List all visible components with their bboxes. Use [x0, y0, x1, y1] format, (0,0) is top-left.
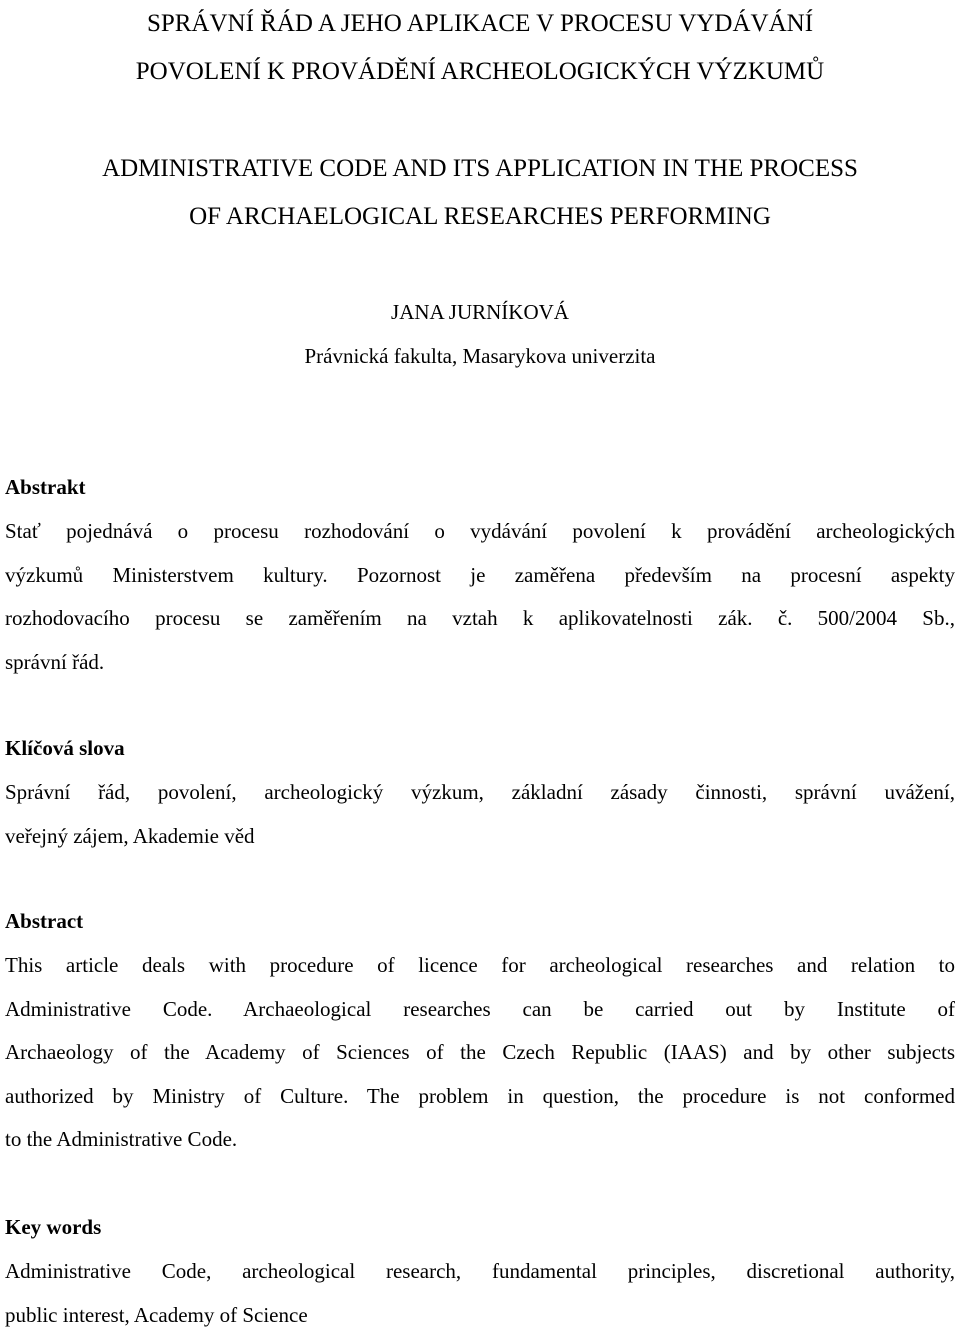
czech-title-line-1: SPRÁVNÍ ŘÁD A JEHO APLIKACE V PROCESU VYDÁVÁNÍ	[0, 0, 960, 48]
abstract-line: to the Administrative Code.	[5, 1118, 955, 1162]
abstrakt-line: správní řád.	[5, 641, 955, 685]
abstrakt-section	[5, 472, 955, 684]
abstrakt-heading: Abstrakt	[5, 472, 955, 502]
key-words-heading: Key words	[5, 1212, 955, 1242]
english-title-line-1: ADMINISTRATIVE CODE AND ITS APPLICATION IN THE PROCESS	[0, 145, 960, 193]
key-words-body	[5, 1250, 955, 1337]
abstract-heading: Abstract	[5, 906, 955, 936]
author-name: JANA JURNÍKOVÁ	[0, 293, 960, 331]
english-title-line-2: OF ARCHAELOGICAL RESEARCHES PERFORMING	[0, 193, 960, 241]
abstract-line: This article deals with procedure of licence for archeological researches and relation to	[5, 944, 955, 988]
key-words-section	[5, 1212, 955, 1337]
key-words-line: public interest, Academy of Science	[5, 1294, 955, 1337]
abstract-line: Archaeology of the Academy of Sciences of the Czech Republic (IAAS) and by other subjects	[5, 1031, 955, 1075]
abstract-line: authorized by Ministry of Culture. The problem in question, the procedure is not conformed	[5, 1075, 955, 1119]
klicova-slova-heading: Klíčová slova	[5, 733, 955, 763]
klicova-slova-body	[5, 771, 955, 858]
author-affiliation: Právnická fakulta, Masarykova univerzita	[0, 337, 960, 375]
klicova-slova-line: Správní řád, povolení, archeologický výzkum, základní zásady činnosti, správní uvážení,	[5, 771, 955, 815]
abstrakt-line: Stať pojednává o procesu rozhodování o vydávání povolení k provádění archeologických	[5, 510, 955, 554]
czech-title	[0, 0, 960, 96]
czech-title-line-2: POVOLENÍ K PROVÁDĚNÍ ARCHEOLOGICKÝCH VÝZKUMŮ	[0, 48, 960, 96]
klicova-slova-section	[5, 733, 955, 858]
abstrakt-line: výzkumů Ministerstvem kultury. Pozornost je zaměřena především na procesní aspekty	[5, 554, 955, 598]
abstrakt-line: rozhodovacího procesu se zaměřením na vztah k aplikovatelnosti zák. č. 500/2004 Sb.,	[5, 597, 955, 641]
abstract-body	[5, 944, 955, 1162]
key-words-line: Administrative Code, archeological research, fundamental principles, discretional authority,	[5, 1250, 955, 1294]
klicova-slova-line: veřejný zájem, Akademie věd	[5, 815, 955, 859]
english-title	[0, 145, 960, 241]
abstract-section	[5, 906, 955, 1162]
abstrakt-body	[5, 510, 955, 684]
abstract-line: Administrative Code. Archaeological researches can be carried out by Institute of	[5, 988, 955, 1032]
